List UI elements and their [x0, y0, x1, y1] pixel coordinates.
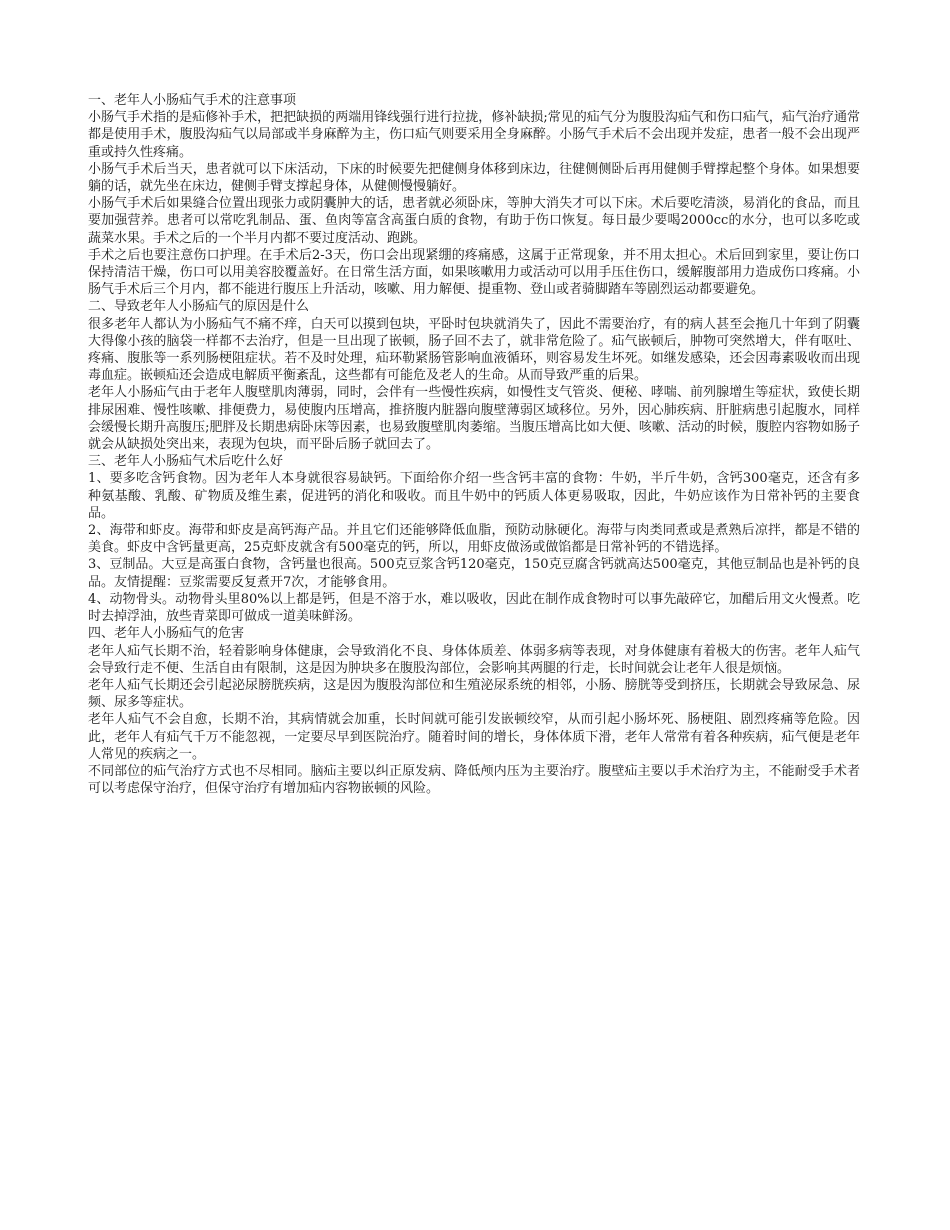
section-causes — [88, 298, 860, 453]
section-surgery-precautions — [88, 92, 860, 298]
section-heading: 三、老年人小肠疝气术后吃什么好 — [88, 454, 284, 470]
section-heading: 四、老年人小肠疝气的危害 — [88, 626, 245, 642]
document-body — [88, 92, 860, 797]
paragraph: 老年人疝气不会自愈，长期不治，其病情就会加重，长时间就可能引发嵌顿绞窄，从而引起小肠坏死、肠梗阻、剧烈疼痛等危险。因此，老年人有疝气千万不能忽视，一定要尽早到医院治疗。随着时间的增长，身体体质下滑，老年人常常有着各种疾病，疝气便是老年人常见的疾病之一。 — [88, 712, 860, 762]
paragraph: 小肠气手术后当天，患者就可以下床活动，下床的时候要先把健侧身体移到床边，往健侧侧卧后再用健侧手臂撑起整个身体。如果想要躺的话，就先坐在床边，健侧手臂支撑起身体，从健侧慢慢躺好。 — [88, 161, 860, 195]
paragraph: 老年人疝气长期还会引起泌尿膀胱疾病，这是因为腹股沟部位和生殖泌尿系统的相邻，小肠、膀胱等受到挤压，长期就会导致尿急、尿频、尿多等症状。 — [88, 677, 860, 711]
paragraph: 3、豆制品。大豆是高蛋白食物，含钙量也很高。500克豆浆含钙120毫克，150克豆腐含钙就高达500毫克，其他豆制品也是补钙的良品。友情提醒：豆浆需要反复煮开7次，才能够食用。 — [88, 557, 860, 590]
paragraph: 老年人疝气长期不治，轻着影响身体健康，会导致消化不良、身体体质差、体弱多病等表现，对身体健康有着极大的伤害。老年人疝气会导致行走不便、生活自由有限制，这是因为肿块多在腹股沟部位，会影响其两腿的行走，长时间就会让老年人很是烦恼。 — [88, 643, 860, 676]
paragraph: 4、动物骨头。动物骨头里80%以上都是钙，但是不溶于水，难以吸收，因此在制作成食物时可以事先敲碎它，加醋后用文火慢煮。吃时去掉浮油，放些青菜即可做成一道美味鲜汤。 — [88, 591, 860, 625]
paragraph: 小肠气手术指的是疝修补手术，把把缺损的两端用锋线强行进行拉拢，修补缺损;常见的疝气分为腹股沟疝气和伤口疝气，疝气治疗通常都是使用手术，腹股沟疝气以局部或半身麻醉为主，伤口疝气则要采用全身麻醉。小肠气手术后不会出现并发症，患者一般不会出现严重或持久性疼痛。 — [88, 110, 860, 160]
paragraph: 2、海带和虾皮。海带和虾皮是高钙海产品。并且它们还能够降低血脂，预防动脉硬化。海带与肉类同煮或是煮熟后凉拌，都是不错的美食。虾皮中含钙量更高，25克虾皮就含有500毫克的钙，所以，用虾皮做汤或做馅都是日常补钙的不错选择。 — [88, 523, 860, 556]
paragraph: 不同部位的疝气治疗方式也不尽相同。脑疝主要以纠正原发病、降低颅内压为主要治疗。腹壁疝主要以手术治疗为主，不能耐受手术者可以考虑保守治疗，但保守治疗有增加疝内容物嵌顿的风险。 — [88, 763, 860, 797]
section-heading: 一、老年人小肠疝气手术的注意事项 — [88, 93, 297, 108]
paragraph: 1、要多吃含钙食物。因为老年人本身就很容易缺钙。下面给你介绍一些含钙丰富的食物：牛奶，半斤牛奶，含钙300毫克，还含有多种氨基酸、乳酸、矿物质及维生素，促进钙的消化和吸收。而且牛奶中的钙质人体更易吸取，因此，牛奶应该作为日常补钙的主要食品。 — [88, 471, 860, 521]
paragraph: 很多老年人都认为小肠疝气不痛不痒，白天可以摸到包块，平卧时包块就消失了，因此不需要治疗，有的病人甚至会拖几十年到了阴囊大得像小孩的脑袋一样都不去治疗，但是一旦出现了嵌顿，肠子回不去了，就非常危险了。疝气嵌顿后，肿物可突然增大，伴有呕吐、疼痛、腹胀等一系列肠梗阻症状。若不及时处理，疝环勒紧肠管影响血液循环，则容易发生坏死。如继发感染，还会因毒素吸收而出现毒血症。嵌顿疝还会造成电解质平衡紊乱，这些都有可能危及老人的生命。从而导致严重的后果。 — [88, 316, 860, 384]
paragraph: 老年人小肠疝气由于老年人腹壁肌肉薄弱，同时，会伴有一些慢性疾病，如慢性支气管炎、便秘、哮喘、前列腺增生等症状，致使长期排尿困难、慢性咳嗽、排便费力，易使腹内压增高，推挤腹内脏器向腹壁薄弱区域移位。另外，因心肺疾病、肝脏病患引起腹水，同样会缓慢长期升高腹压;肥胖及长期患病卧床等因素，也易致腹壁肌肉萎缩。当腹压增高比如大便、咳嗽、活动的时候，腹腔内容物如肠子就会从缺损处突出来，表现为包块，而平卧后肠子就回去了。 — [88, 385, 860, 453]
section-harms — [88, 625, 860, 797]
section-heading: 二、导致老年人小肠疝气的原因是什么 — [88, 299, 310, 315]
paragraph: 手术之后也要注意伤口护理。在手术后2-3天，伤口会出现紧绷的疼痛感，这属于正常现象，并不用太担心。术后回到家里，要让伤口保持清洁干燥，伤口可以用美容胶覆盖好。在日常生活方面，如果咳嗽用力或活动可以用手压住伤口，缓解腹部用力造成伤口疼痛。小肠气手术后三个月内，都不能进行腹压上升活动，咳嗽、用力解便、提重物、登山或者骑脚踏车等剧烈运动都要避免。 — [88, 247, 860, 298]
section-diet — [88, 453, 860, 625]
paragraph: 小肠气手术后如果缝合位置出现张力或阴囊肿大的话，患者就必须卧床，等肿大消失才可以下床。术后要吃清淡，易消化的食品，而且要加强营养。患者可以常吃乳制品、蛋、鱼肉等富含高蛋白质的食物，有助于伤口恢复。每日最少要喝2000cc的水分，也可以多吃或蔬菜水果。手术之后的一个半月内都不要过度活动、跑跳。 — [88, 196, 860, 246]
